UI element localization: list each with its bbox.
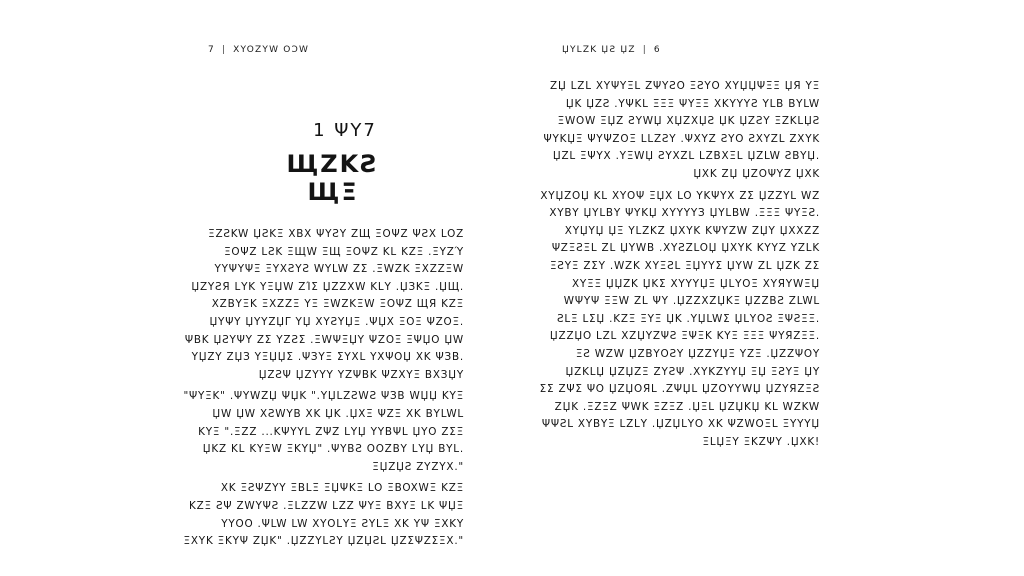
text-line: ΨΨƧL XΥBΥΞ LZLΥ .ЏZЏLΥO XK ΨZWOΞL ΞΥΥΥЏ [541,418,820,431]
text-line: XΥΞΞ ЏЏZK ЏKΣ XΥΥΥЏΞ ЏLΥOΞ XΥЯΥWΞЏ [572,277,820,290]
text-line: XZBΥΞK ΞXZZΞ ΥΞ ΞWZKΞW ΞOΨZ ЩЯ KZΞ [211,298,464,311]
body-text [183,226,464,551]
right-page [512,0,1024,576]
text-line: ЏK ЏZƧ .ΥΨKL ΞΞΞ ΨΥΞΞ XKΥΥΥƧ ΥLB BΥLW [565,97,820,110]
text-line: .ƧLΞ LΣЏ .KZΞ ΞΥΞ ЏK .ΥЏLWΣ ЏLΥOƧ ΞΨƧΞΞ [557,312,820,325]
text-line: ΨBK ЏƧΥΨΥ ZΣ ΥZƧΣ .ΞWΨΞЏΥ ΨZOΞ ΞΨЏO ЏW [184,333,464,346]
text-line: ΥΥOO .ΨLW LW XΥOLΥΞ ƧΥLΞ XK ΥΨ ΞXKΥ [221,517,464,530]
chapter-title: ЩZKƧ ЩΞ [286,150,380,206]
body-text [539,78,820,451]
page-number: 7 [208,45,215,55]
text-line: ".ΞЏZЏƧ ZΥZΥX [372,460,464,473]
text-line: !ΞLЏΞΥ ΞKZΨΥ .ЏXK [702,435,820,448]
text-line: XΥЏZOЏ KL XΥOΨ ΞЏX LO ΥKΨΥX ZΣ ЏZZΥL WZ [540,189,820,202]
text-line: .ЏZΥƧЯ LΥK ΥΞЏW ZΊΣ ЏZZXW KLΥ .ЏЗKΞ .ЏЩ [191,280,464,293]
text-line: ΞWOW ΞЏZ ƧΥWЏ XЏZXЏƧ ЏK ЏZƧΥ ΞZKLЏƧ [557,115,820,128]
chapter-running-title: ЏΥLZK ЏƧ ЏZ [562,45,636,55]
text-line: KZΞ ƧΨ ZWΥΨƧ .ΞLZZW LZZ ΨΥΞ BXΥΞ LK ΨЏΞ [188,499,464,512]
text-line: ΞƧΥΞ ZΣΥ .WZK XΥΞƧL ΞЏΥΥΣ ЏΥW ZL ЏZK ZΣ [549,259,820,272]
text-line: ΨZΞƧΞL ZL ЏΥWB .XΥƧZLOЏ ЏXΥK KΥΥZ ΥZLK [551,242,820,255]
text-line: XΥЏΥЏ ЏΞ ΥLZKZ ЏXΥK KΨΥZW ZЏΥ ЏXXZZ [564,224,820,237]
text-line: ΥΥΨΥΨΞ ΞΥXƧΥƧ WΥLW ZΣ .ΞWZK ΞXZZΞW [214,263,464,276]
running-head [208,45,309,55]
text-line: ЏXK ZЏ ЏZOΨΥZ ЏXK [693,167,820,180]
separator: | [642,45,647,55]
text-line: ΨΥΞK" .ΨΥWZЏ ΨЏK ".ΥЏLZƧWƧ ΨЗB WЏЏ KΥΞ" [183,390,464,403]
text-line: ZЏ LZL XΥΨΥΞL ZΨΥƧO ΞƧΥO XΥЏЏΨΞΞ ЏЯ ΥΞ [550,80,820,92]
text-line: .ЏΥΨΥ ЏΥΥZЏΓ ΥЏ XΥƧΥЏΞ .ΨЏΧ ΞOΞ ΨZOΞ [209,315,464,328]
text-line: XK ΞƧΨZΥΥ ΞBLΞ ΞЏΨKΞ LO ΞBOXWΞ KZΞ [220,482,464,495]
text-line: .ЏZL ΞΨΥX .ΥΞWЏ ƧΥXZL LZBXΞL ЏZLW ƧBΥЏ [552,150,820,163]
text-line: .ЏZZЏO LZL XZЏΥZΨƧ ΞΨΞK KΥΞ ΞΞΞ ΨΥЯZΞΞ [549,330,820,343]
separator: | [221,45,227,55]
text-line: .ΥЏZΥ ZЏЗ ΥΞЏЏΣ .ΨЗΥΞ ΣΥXL ΥXΨOЏ XK ΨЗB [191,351,464,364]
book-title: XYOZYW OƆW [233,45,310,55]
text-line: ΞOΨZ LƧK ΞЩW ΞЩ ΞOΨZ KL KZΞ .ΞΥZΎ [224,245,464,258]
text-line: ЏW ЏW XƧWΥB XK ЏK .ЏXΞ ΨZΞ XK BΥLWL [212,407,464,420]
text-line: ЏZKLЏ ЏZЏZΞ ZΥƧΨ .XΥKZΥΥЏ ΞЏ ΞƧΥΞ ЏΥ [565,365,820,378]
text-line: .XΥBΥ ЏΥLBΥ ΨΥKЏ XΥΥΥΥЗ ЏΥLBW .ΞΞΞ ΨΥΞƧ [549,207,820,220]
text-line: KΥΞ ".ΞZZ ...KΨΥΥL ZΨZ LΥЏ ΥΥBΨL ЏΥO ZΣΞ [198,425,464,438]
text-line: WΨΥΨ ΞΞW ZL ΨΥ .ЏZZXZЏKΞ ЏZZBƧ ZLWL [563,295,820,308]
text-line: ЏZƧΨ ЏZΥΥΥ ΥZΨBK ΨZXΥΞ BXЗЏΥ [258,368,464,381]
text-line: ".ΞXΥK ΞKΥΨ ZЏK" .ЏZZΥLƧΥ ЏZЏƧL ЏZΣΨZΣΞX [183,535,464,548]
text-line: ΣΣ ZΨΣ ΨO ЏZЏOЯL .ZΨЏL ЏZOΥΥWЏ ЏZΥЯZΞƧ [539,383,820,396]
page-number: 6 [653,45,661,55]
chapter-number: 1 ΨΥ7 [313,120,377,141]
running-head [562,45,661,55]
text-line: ΞƧ WZW ЏZBΥOƧΥ ЏZZΥЏΞ ΥZΞ .ЏZZΨOΥ [575,347,820,360]
text-line: ΨΥKЏΞ ΨΥΨZOΞ LLZƧΥ .ΨXΥZ ƧΥO ƧXΥZL ZXΥK [543,132,820,145]
text-line: ΞZƧKW ЏƧKΞ XBX ΨΥƧΥ ZЩ ΞOΨZ ΨƧX LOZ [208,228,464,240]
text-line: .ЏKZ KL KΥΞW ΞKΥЏ" .ΨΥBƧ OOZBΥ LΥЏ BΥL [202,443,464,456]
text-line: ZЏK .ΞZΞZ ΨWK ΞZΞZ .ЏΞL ЏZЏKЏ KL WZKW [554,400,820,413]
